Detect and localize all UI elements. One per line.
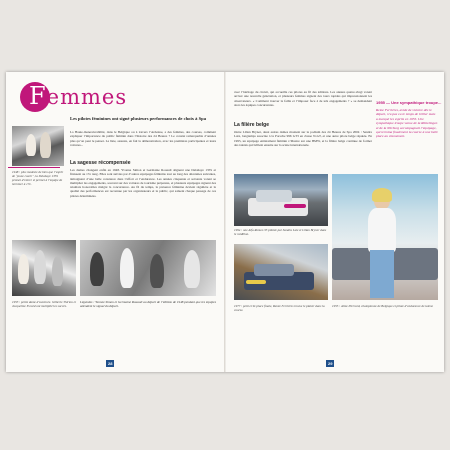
photo-crowd-podium xyxy=(12,240,76,296)
caption-bottom-left: 1953 : petite dame d’aventure. Gilberte Thirion et Jacqueline Evrard ont multiplié les succès. xyxy=(12,300,76,308)
photo-bmw-race xyxy=(234,244,328,300)
caption-photo-3: 1955 : Aline Pierrard, championne de Belgique et pilote d’endurance de talent. xyxy=(332,304,434,308)
photo-drivers-1948 xyxy=(12,126,64,166)
section-heading-filiere: La filière belge xyxy=(234,122,270,128)
sidebar-text: Reine Ferrières, avide de victoire dès le départ, n’a pas eu le temps de briller mais a marqué les esprits en 1955. Une sympathique troupe venue de la Rüttelingen et de la Nürburg accompagnait l’équipage, qui termina finalement la course à une belle place au classement. xyxy=(376,108,438,139)
intro-text: La Haute-manœuvrabilité, dans le Belgique ou à travers l’Ardenne, a des femmes, des courses, comment expliquer l’importance du public féminin dans l’histoire des 24 Heures ? Le constat remarquable d’années plus qu’on peut le penser. La liste, assurée, en fait la démonstration, avec les premières participantes et leurs voitures... xyxy=(70,130,216,147)
chapter-subtitle: Les pilotes féminines ont signé plusieurs performances de choix à Spa xyxy=(70,116,207,121)
photo-starting-grid xyxy=(80,240,216,296)
right-page xyxy=(226,72,444,372)
sidebar-heading: 1955 — Une sympathique troupe... xyxy=(376,100,442,105)
body-text-sagesse: Les dames changent enfin en 1948. Yvonne Simon et Germaine Rouault alignent une Delahaye 135S et finissent au 17e rang. Elles sont suivies par d’autres équipages féminins tout au long des décennies suivantes, témoignant d’une belle constance dans l’effort et l’endurance. Les années cinquante et soixante voient se multiplier les engagements, souvent sur des voitures de tourisme préparées, et plusieurs équipages signent des résultats honorables malgré la concurrence. Au fil du temps, la présence féminine devient régulière et la qualité des performances est reconnue par les organisateurs et le public, qui saluent chaque passage de ces pilotes déterminées. xyxy=(70,168,216,198)
page-number-left: 28 xyxy=(108,361,113,366)
photo-alfa-romeo xyxy=(234,174,328,226)
photo-driver-portrait xyxy=(332,174,438,300)
caption-rule xyxy=(8,167,60,168)
left-page xyxy=(6,72,224,372)
title-initial: F xyxy=(29,82,47,110)
title-rest: emmes xyxy=(46,85,128,109)
section-heading-sagesse: La sagesse récompensée xyxy=(70,160,131,166)
right-body-top: avec l’héritage du circuit, qui accueille ces pilotes au fil des éditions. Les années quatre-vingt voient arriver une nouvelle génération, et plusieurs femmes signent des tours rapides qui impressionnent les observateurs. « Comment trouver la faille et l’imposer face à de tels engagements ? » se demandent alors les équipes concurrentes. xyxy=(234,90,372,107)
caption-bottom-mid: Légendes : Yvonne Simon et Germaine Rouault au départ de l’édition de 1948 pendant que les équipes attendent le signal du départ. xyxy=(80,300,216,309)
body-text-filiere: Outre Lilian Bryner, deux autres dames montent sur le podium des 24 Heures de Spa 2004 : Sandra Lutz, longtemps associée à la Porsche 996 GT3 en classe N-GT, et une autre pilote belge réputée. En 1995, un équipage entièrement féminin s’illustre sur une BMW, et la filière belge continue de former des talents qui brillent ensuite sur la scène internationale. xyxy=(234,130,372,147)
caption-photo-1: 1994 : une Alfa Romeo 33 pilotée par Sandra Lutz et Lilian Bryner dans le raidillon. xyxy=(234,228,327,236)
page-number-right: 29 xyxy=(328,361,333,366)
caption-photo-2: 1977 : petit et 9e place finale, Renée Ferrières trouve le plaisir dans la course. xyxy=(234,304,325,312)
caption-top-left: 1948 : plus modeste de bien que l’esprit de ‘jeune courir’, la Delahaye 135S promet d’entrer et permet à l’équipe de terminer à 17e. xyxy=(12,170,64,186)
chapter-title xyxy=(29,82,127,110)
